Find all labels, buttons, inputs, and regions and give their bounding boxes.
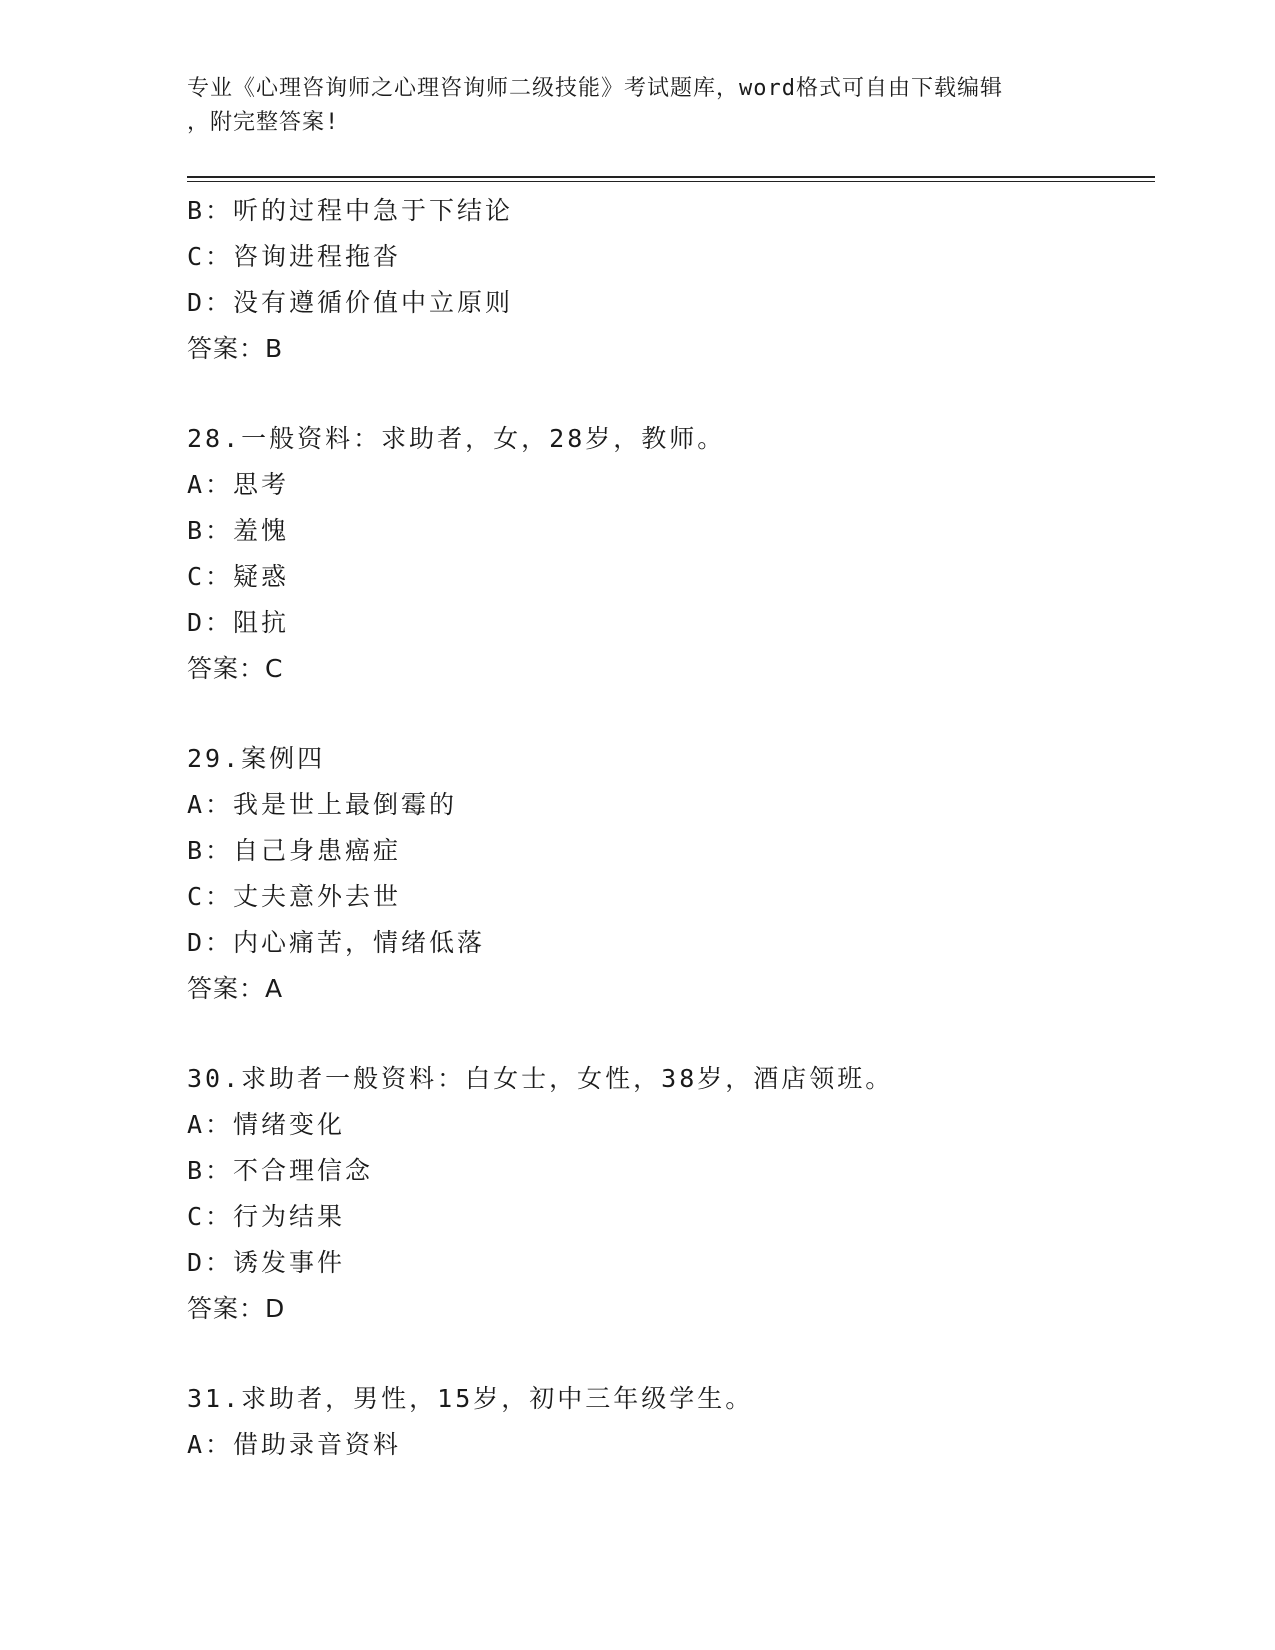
answer-label: 答案：C — [187, 654, 284, 683]
question-block-29 — [187, 736, 1147, 1012]
option-b: B：听的过程中急于下结论 — [187, 196, 514, 225]
document-header — [187, 72, 1067, 140]
option-b: B：自己身患癌症 — [187, 836, 402, 865]
header-divider-thin — [187, 181, 1155, 182]
option-a: A：思考 — [187, 470, 290, 499]
header-divider-thick — [187, 176, 1155, 178]
question-block-27 — [187, 188, 1147, 372]
header-line-2: ，附完整答案! — [187, 110, 340, 135]
option-d: D：没有遵循价值中立原则 — [187, 288, 514, 317]
answer-label: 答案：A — [187, 974, 284, 1003]
spacer — [187, 372, 1147, 416]
option-c: C：丈夫意外去世 — [187, 882, 402, 911]
option-a: A：我是世上最倒霉的 — [187, 790, 458, 819]
option-b: B：不合理信念 — [187, 1156, 374, 1185]
option-d: D：诱发事件 — [187, 1248, 346, 1277]
spacer — [187, 1012, 1147, 1056]
question-text: 29.案例四 — [187, 744, 326, 773]
option-c: C：咨询进程拖沓 — [187, 242, 402, 271]
header-line-1: 专业《心理咨询师之心理咨询师二级技能》考试题库，word格式可自由下载编辑 — [187, 76, 1003, 101]
question-text: 28.一般资料：求助者，女，28岁，教师。 — [187, 424, 726, 453]
question-list — [187, 188, 1147, 1468]
option-a: A：情绪变化 — [187, 1110, 346, 1139]
question-text: 31.求助者，男性，15岁，初中三年级学生。 — [187, 1384, 754, 1413]
spacer — [187, 1332, 1147, 1376]
answer-label: 答案：D — [187, 1294, 286, 1323]
option-c: C：行为结果 — [187, 1202, 346, 1231]
option-c: C：疑惑 — [187, 562, 290, 591]
option-a: A：借助录音资料 — [187, 1430, 402, 1459]
answer-label: 答案：B — [187, 334, 284, 363]
spacer — [187, 692, 1147, 736]
option-d: D：内心痛苦，情绪低落 — [187, 928, 486, 957]
question-block-30 — [187, 1056, 1147, 1332]
question-block-31 — [187, 1376, 1147, 1468]
option-b: B：羞愧 — [187, 516, 290, 545]
option-d: D：阻抗 — [187, 608, 290, 637]
question-text: 30.求助者一般资料：白女士，女性，38岁，酒店领班。 — [187, 1064, 894, 1093]
question-block-28 — [187, 416, 1147, 692]
